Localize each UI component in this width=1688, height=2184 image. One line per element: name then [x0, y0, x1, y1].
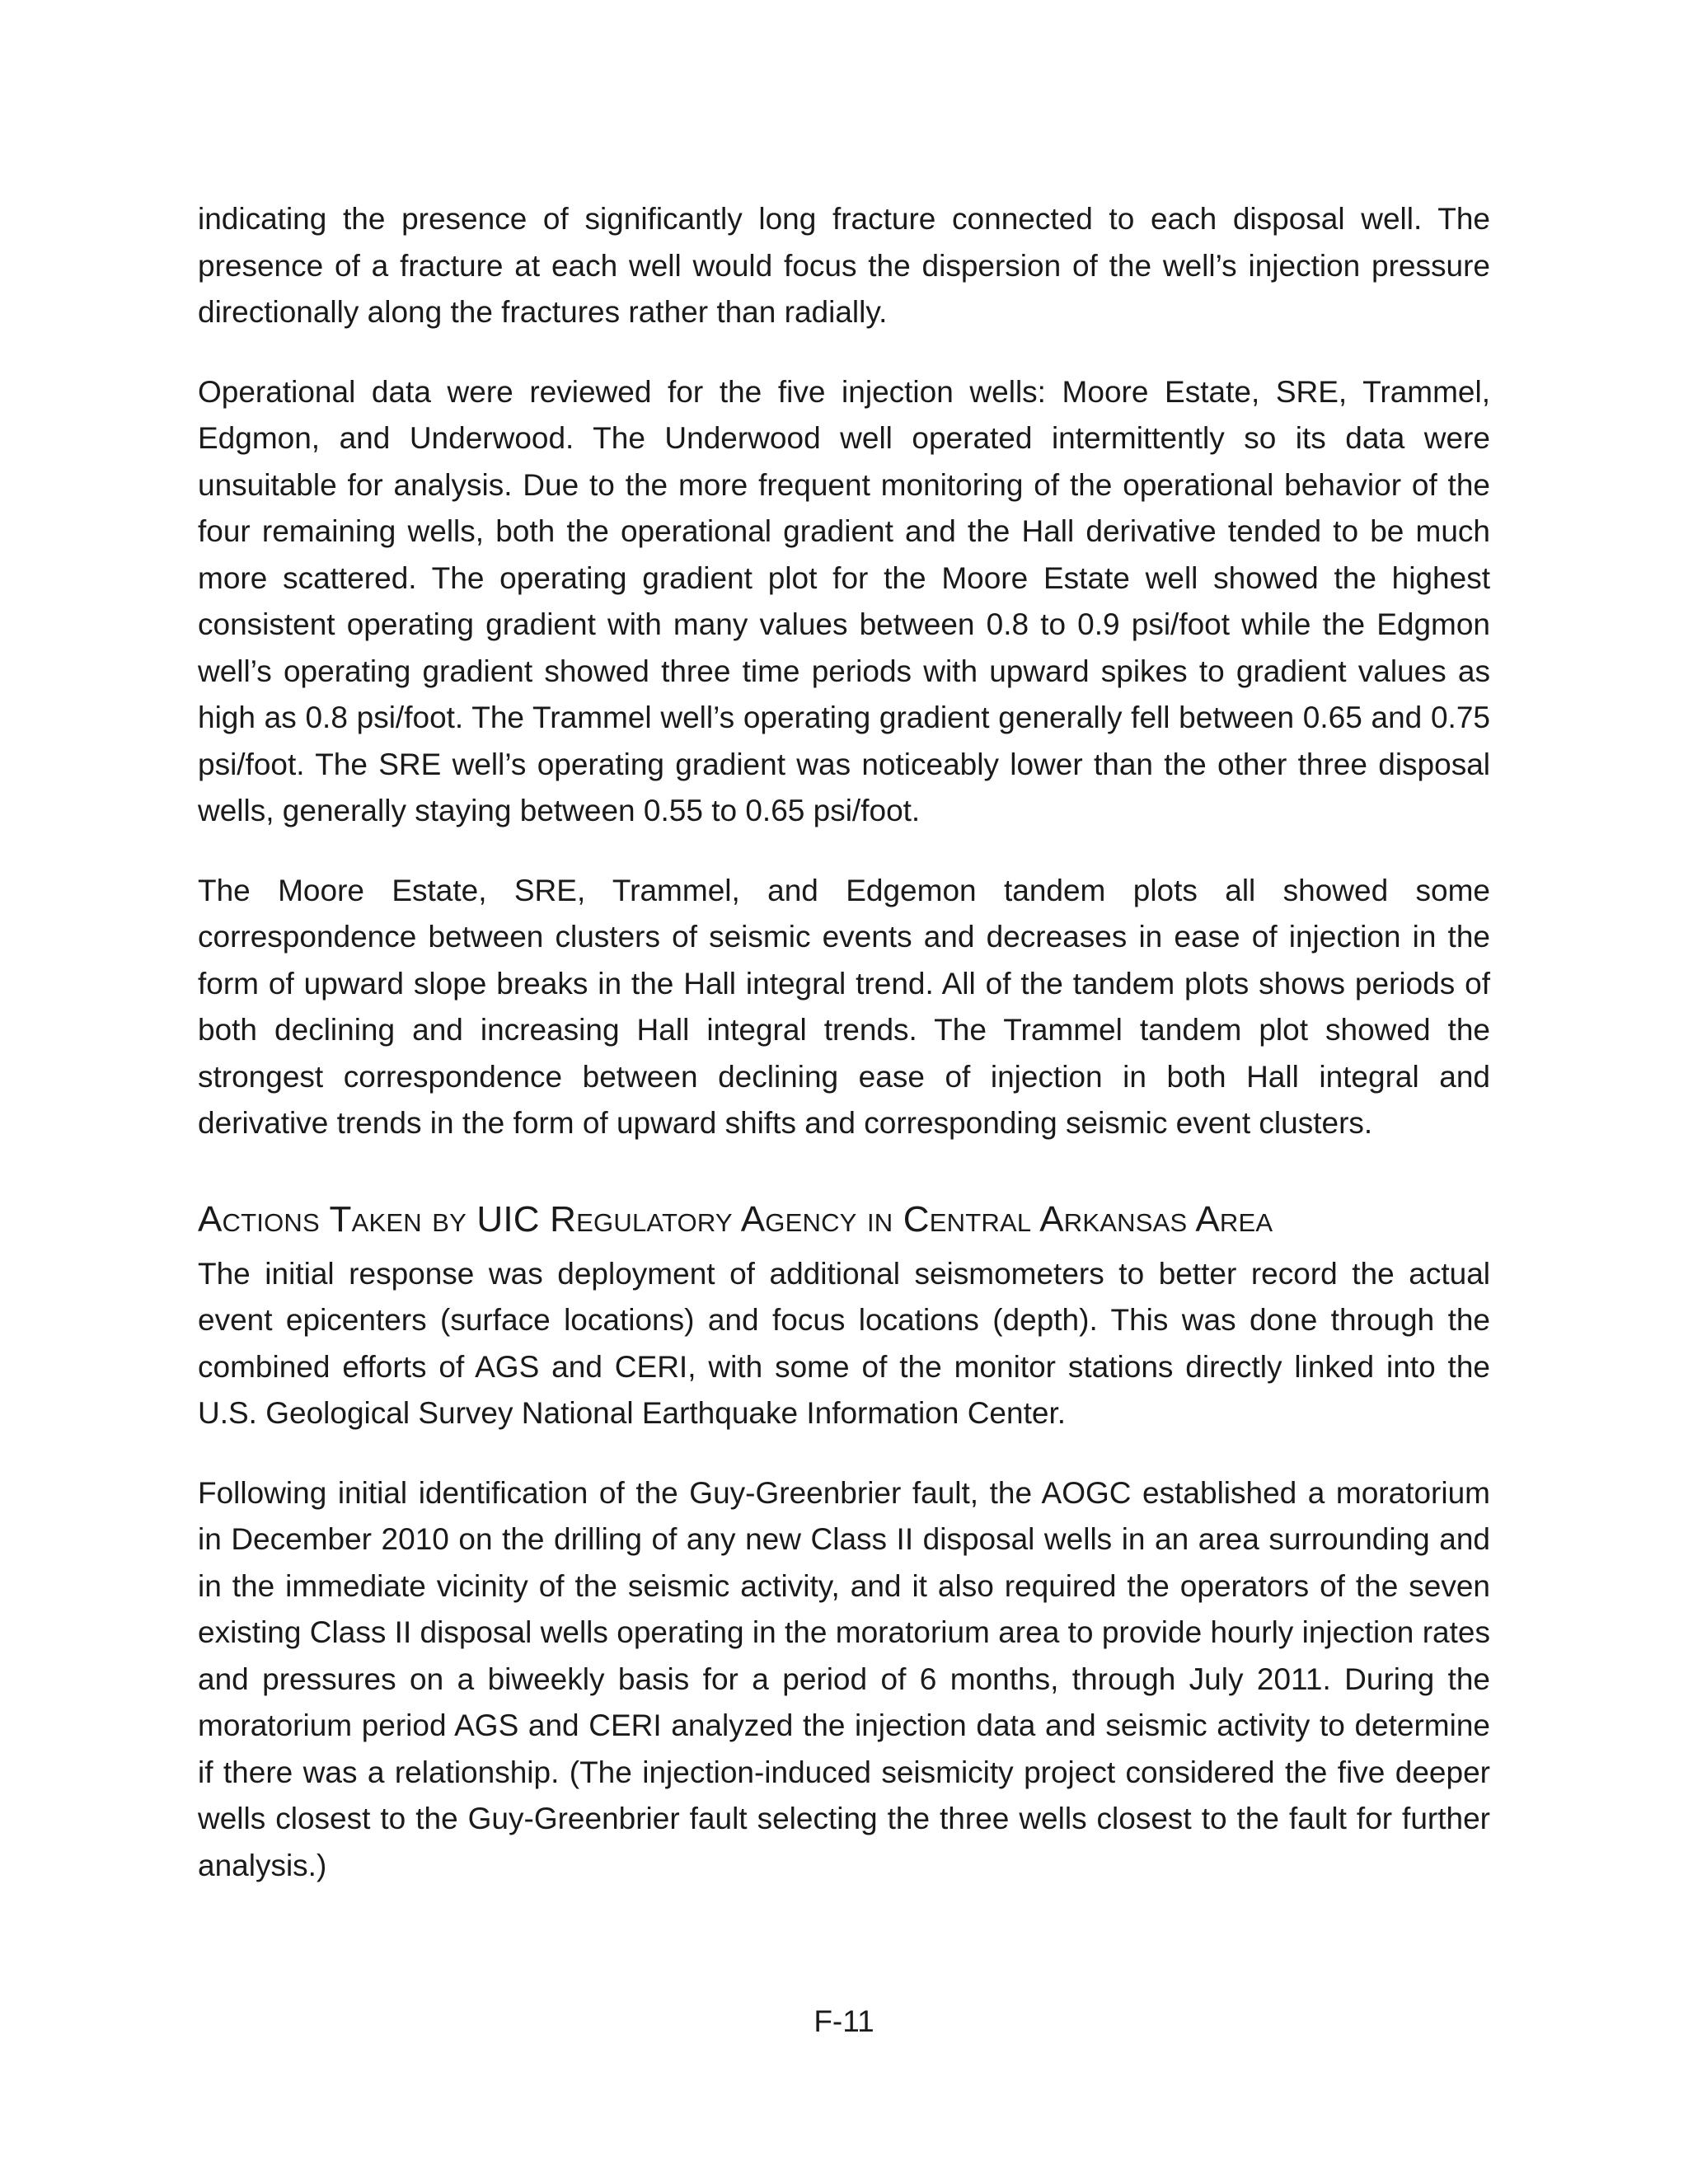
page-body	[198, 196, 1490, 1889]
section-heading: Actions Taken by UIC Regulatory Agency in Central Arkansas Area	[198, 1198, 1273, 1240]
paragraph-moratorium: Following initial identification of the Guy-Greenbrier fault, the AOGC established a moratorium in December 2010 on the drilling of any new Class II disposal wells in an area surrounding and in the immediate vicinity of the seismic activity, and it also required the operators of the seven existing Class II disposal wells operating in the moratorium area to provide hourly injection rates and pressures on a biweekly basis for a period of 6 months, through July 2011. During the moratorium period AGS and CERI analyzed the injection data and seismic activity to determine if there was a relationship. (The injection-induced seismicity project considered the five deeper wells closest to the Guy-Greenbrier fault selecting the three wells closest to the fault for further analysis.)	[198, 1475, 1490, 1882]
page-number: F-11	[814, 2004, 874, 2038]
paragraph-operational-data: Operational data were reviewed for the five injection wells: Moore Estate, SRE, Trammel, Edgmon, and Underwood. The Underwood well operated intermittently so its data were unsuitable for analysis. Due to the more frequent monitoring of the operational behavior of the four remaining wells, both the operational gradient and the Hall derivative tended to be much more scattered. The operating gradient plot for the Moore Estate well showed the highest consistent operating gradient with many values between 0.8 to 0.9 psi/foot while the Edgmon well’s operating gradient showed three time periods with upward spikes to gradient values as high as 0.8 psi/foot. The Trammel well’s operating gradient generally fell between 0.65 and 0.75 psi/foot. The SRE well’s operating gradient was noticeably lower than the other three disposal wells, generally staying between 0.55 to 0.65 psi/foot.	[198, 374, 1490, 827]
paragraph-fracture-presence: indicating the presence of significantly long fracture connected to each disposal well. The presence of a fracture at each well would focus the dispersion of the well’s injection pressure directionally along the fractures rather than radially.	[198, 202, 1490, 329]
paragraph-tandem-plots: The Moore Estate, SRE, Trammel, and Edgemon tandem plots all showed some correspondence between clusters of seismic events and decreases in ease of injection in the form of upward slope breaks in the Hall integral trend. All of the tandem plots shows periods of both declining and increasing Hall integral trends. The Trammel tandem plot showed the strongest correspondence between declining ease of injection in both Hall integral and derivative trends in the form of upward shifts and corresponding seismic event clusters.	[198, 873, 1490, 1140]
paragraph-initial-response: The initial response was deployment of additional seismometers to better record the actual event epicenters (surface locations) and focus locations (depth). This was done through the combined efforts of AGS and CERI, with some of the monitor stations directly linked into the U.S. Geological Survey National Earthquake Information Center.	[198, 1256, 1490, 1430]
